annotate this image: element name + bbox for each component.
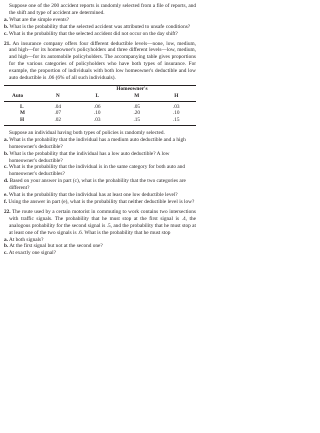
exercise-text: The route used by a certain motorist in commuting to work contains two intersections with traffic signals. The probability that he must stop at the first signal is .4, the analogous probability for the second signal is .5, and the probability that he must stop at at least one of the two signals is .6. What is the probability that he must stop (9, 208, 196, 236)
exercise-21-item-c (4, 164, 196, 178)
item-label: b. (4, 150, 9, 157)
item-label: a. (4, 236, 8, 243)
table-row-label: M (20, 110, 25, 117)
item-text: At exactly one signal? (8, 250, 56, 257)
item-text: Using the answer in part (e), what is the probability that neither deductible level is low? (8, 199, 195, 206)
table-cell: .02 (38, 117, 78, 125)
table-row (4, 117, 196, 125)
table-col-header: H (157, 93, 197, 101)
exercise-21-statement (4, 41, 196, 82)
exercise-20-continuation (4, 3, 196, 38)
intro-item-c (4, 31, 196, 38)
intro-item-a (4, 17, 196, 24)
exercise-22 (4, 209, 196, 257)
item-label: e. (4, 192, 8, 199)
table-cell: .20 (133, 110, 141, 117)
item-label: b. (4, 243, 9, 250)
table-group-header: Homeowner's (38, 85, 196, 92)
item-text: At both signals? (9, 236, 44, 243)
table-col-header: M (117, 93, 157, 101)
table-cell: .06 (93, 103, 101, 110)
table-col-header: N (38, 93, 78, 101)
item-text: Based on your answer in part (c), what is the probability that the two categories are different? (9, 178, 186, 192)
table-cell: .07 (54, 110, 62, 117)
table-row (4, 110, 196, 117)
exercise-21-item-e (4, 192, 196, 199)
item-text: What is the probability that the individual has a medium auto deductible and a high homeowner's deductible? (9, 136, 186, 150)
table-row-label: L (20, 103, 24, 110)
item-label: f. (4, 199, 8, 206)
exercise-22-statement (4, 209, 196, 237)
item-label: b. (4, 23, 9, 30)
item-text: What is the probability that the individual has a low auto deductible? A low homeowner's deductible? (9, 150, 170, 164)
table-cell: .03 (78, 117, 118, 125)
exercise-number: 21. (4, 40, 11, 47)
table-cell: .05 (133, 103, 141, 110)
table-cell: .15 (117, 117, 157, 125)
intro-paragraph: Suppose one of the 200 accident reports is randomly selected from a file of reports, and the shift and type of accident are determined. (9, 3, 196, 16)
table-row-header: Auto (4, 93, 38, 101)
item-text: At the first signal but not at the second one? (9, 243, 103, 250)
exercise-text: An insurance company offers four different deductible levels—none, low, medium, and high—for its homeowner's policyholders and three different levels—low, medium, and high—for its automobile policyholders. The accompanying table gives proportions for the various categories of policyholders who have both types of insurance. For example, the proportion of individuals with both low homeowner's deductible and low auto deductible is .06 (6% of all such individuals). (9, 40, 196, 82)
table-cell: .03 (172, 103, 180, 110)
table-row-label: H (4, 117, 38, 125)
table-col-header: L (78, 93, 118, 101)
table-cell: .15 (157, 117, 197, 125)
exercise-21-item-a (4, 137, 196, 151)
item-text: What is the probability that the selected accident did not occur on the day shift? (8, 30, 178, 37)
item-text: What are the simple events? (9, 16, 69, 23)
table-cell: .04 (54, 103, 62, 110)
item-text: What is the probability that the individual has at least one low deductible level? (8, 192, 178, 199)
item-text: What is the probability that the selected accident was attributed to unsafe conditions? (9, 23, 191, 30)
item-text: What is the probability that the individual is in the same category for both auto and homeowner's deductibles? (8, 164, 185, 178)
item-label: c. (4, 250, 8, 257)
deductible-table (4, 85, 196, 126)
exercise-22-item-c (4, 250, 196, 257)
exercise-number: 22. (4, 208, 11, 215)
exercise-21-item-d (4, 178, 196, 192)
exercise-21-item-b (4, 151, 196, 165)
table-row (4, 104, 196, 111)
item-label: a. (4, 136, 8, 143)
item-label: d. (4, 178, 9, 185)
textbook-page (4, 0, 196, 257)
table-cell: .10 (172, 110, 180, 117)
exercise-21-item-f (4, 199, 196, 206)
intro-item-b (4, 24, 196, 31)
exercise-22-item-b (4, 243, 196, 250)
item-label: c. (4, 30, 8, 37)
exercise-21-followup: Suppose an individual having both types of policies is randomly selected. (9, 129, 165, 136)
table-cell: .10 (93, 110, 101, 117)
exercise-21 (4, 41, 196, 206)
item-label: a. (4, 16, 8, 23)
item-label: c. (4, 164, 8, 171)
